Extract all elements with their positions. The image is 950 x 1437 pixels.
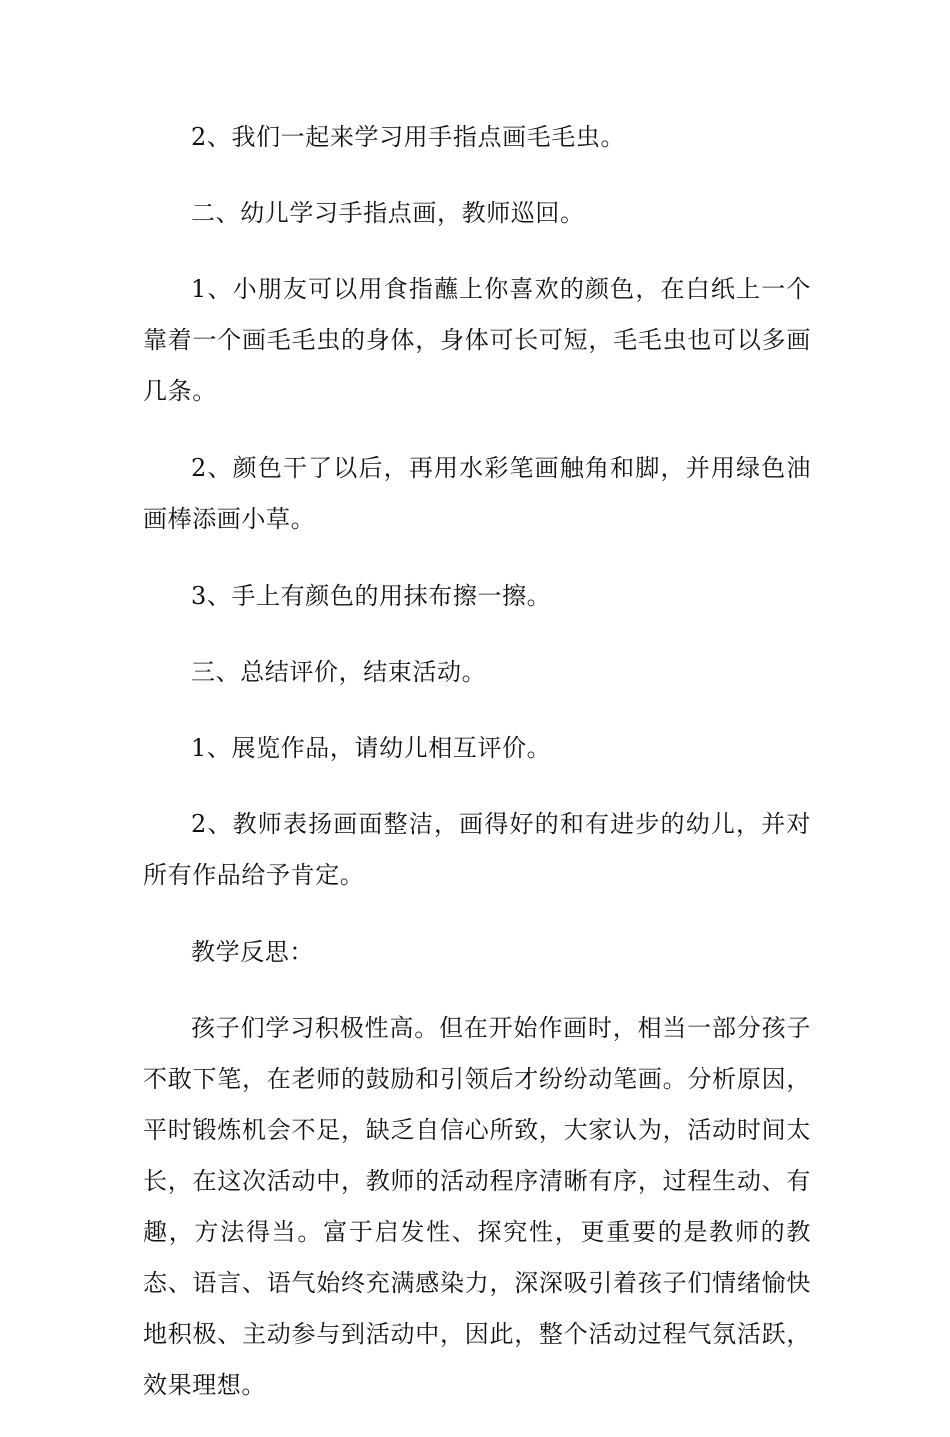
paragraph-exhibit-works: 1、展览作品，请幼儿相互评价。 (191, 734, 552, 762)
paragraph-reflection-heading: 教学反思： (191, 938, 314, 966)
paragraph-reflection-body: 孩子们学习积极性高。但在开始作画时，相当一部分孩子不敢下笔，在老师的鼓励和引领后才纷纷动笔画。分析原因，平时锻炼机会不足，缺乏自信心所致，大家认为，活动时间太长，在这次活动中，教师的活动程序清晰有序，过程生动、有趣，方法得当。富于启发性、探究性，更重要的是教师的教态、语言、语气始终充满感染力，深深吸引着孩子们情绪愉快地积极、主动参与到活动中，因此，整个活动过程气氛活跃，效果理想。 (143, 1014, 811, 1399)
paragraph-add-details: 2、颜色干了以后，再用水彩笔画触角和脚，并用绿色油画棒添画小草。 (143, 454, 811, 533)
paragraph-teacher-praise: 2、教师表扬画面整洁，画得好的和有进步的幼儿，并对所有作品给予肯定。 (143, 810, 811, 889)
paragraph-clean-hands: 3、手上有颜色的用抹布擦一擦。 (191, 582, 552, 610)
paragraph-finger-painting: 1、小朋友可以用食指蘸上你喜欢的颜色，在白纸上一个靠着一个画毛毛虫的身体，身体可长可短，毛毛虫也可以多画几条。 (143, 275, 811, 405)
paragraph-section-3-heading: 三、总结评价，结束活动。 (191, 658, 487, 686)
paragraph-step-2-intro: 2、我们一起来学习用手指点画毛毛虫。 (191, 123, 626, 151)
document-body (143, 112, 811, 1437)
paragraph-section-2-heading: 二、幼儿学习手指点画，教师巡回。 (191, 199, 585, 227)
